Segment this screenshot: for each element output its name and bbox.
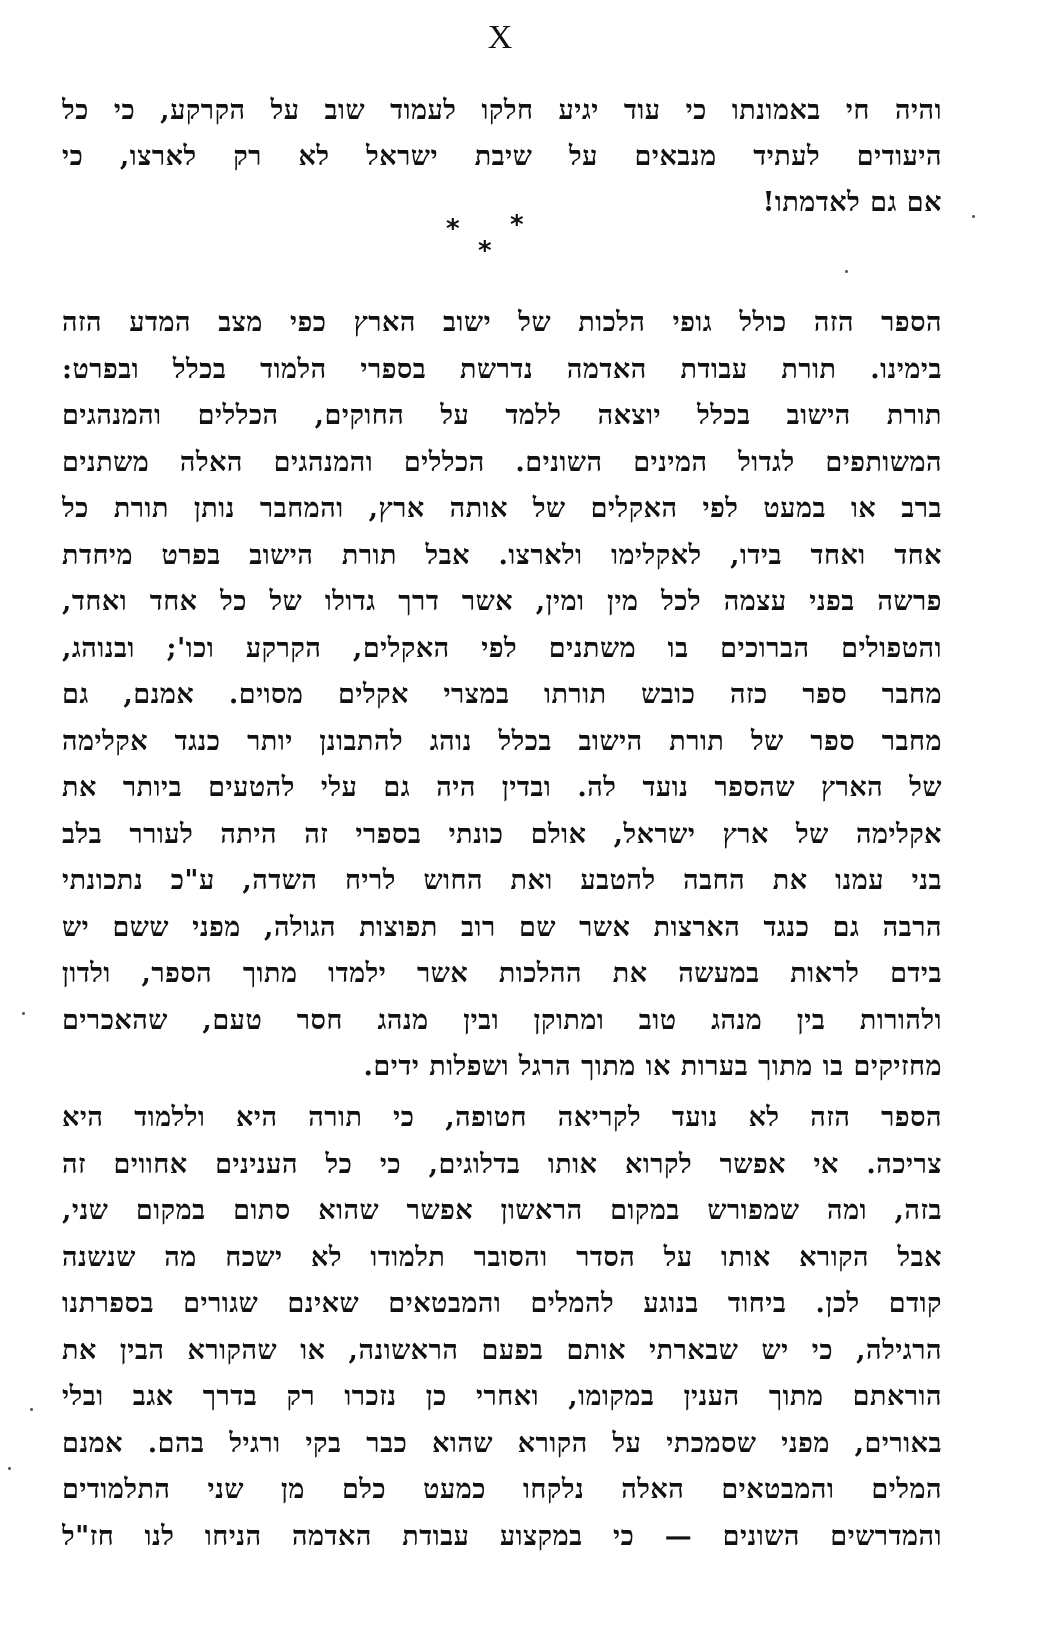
- print-speck: [22, 1012, 25, 1015]
- text-line: והמדרשים השונים — כי במקצוע עבודת האדמה הניחו לנו חז"ל: [62, 1520, 942, 1552]
- text-line: אם גם לאדמתו!: [762, 187, 942, 218]
- print-speck: [972, 215, 975, 218]
- text-line: תורת הישוב בכלל יוצאה ללמד על החוקים, הכללים והמנהגים: [62, 400, 942, 431]
- text-line: והיה חי באמונתו כי עוד יגיע חלקו לעמוד שוב על הקרקע, כי כל: [62, 95, 942, 126]
- text-line: הרגילה, כי יש שבארתי אותם בפעם הראשונה, או שהקורא הבין את: [62, 1334, 942, 1366]
- text-line: של הארץ שהספר נועד לה. ובדין היה גם עלי להטעים ביותר את: [62, 772, 942, 803]
- text-line: אקלימה של ארץ ישראל, אולם כונתי בספרי זה היתה לעורר בלב: [62, 818, 942, 850]
- text-line: הספר הזה לא נועד לקריאה חטופה, כי תורה היא וללמוד היא: [62, 1102, 942, 1133]
- text-line: המלים והמבטאים האלה נלקחו כמעט כלם מן שני התלמודים: [62, 1474, 942, 1505]
- text-line: והטפולים הברוכים בו משתנים לפי האקלים, הקרקע וכו'; ובנוהג,: [62, 632, 942, 664]
- print-speck: [30, 1408, 33, 1411]
- print-speck: [8, 1467, 11, 1470]
- text-line: היעודים לעתיד מנבאים על שיבת ישראל לא רק לארצו, כי: [62, 141, 942, 172]
- paragraph-2: [62, 300, 942, 1091]
- paragraph-1: [62, 88, 942, 226]
- text-line: ברב או במעט לפי האקלים של אותה ארץ, והמחבר נותן תורת כל: [62, 493, 942, 524]
- paragraph-3: [62, 1095, 942, 1560]
- text-line: הספר הזה כולל גופי הלכות של ישוב הארץ כפי מצב המדע הזה: [62, 307, 942, 338]
- text-line: מחזיקים בו מתוך בערות או מתוך הרגל ושפלות ידים.: [363, 1051, 942, 1082]
- text-line: צריכה. אי אפשר לקרוא אותו בדלוגים, כי כל הענינים אחווים זה: [62, 1148, 942, 1180]
- text-line: פרשה בפני עצמה לכל מין ומין, אשר דרך גדולו של כל אחד ואחד,: [62, 586, 942, 617]
- text-line: באורים, מפני שסמכתי על הקורא שהוא כבר בקי ורגיל בהם. אמנם: [62, 1427, 942, 1459]
- page-number: X: [487, 19, 513, 56]
- text-line: אבל הקורא אותו על הסדר והסובר תלמודו לא ישכח מה שנשנה: [62, 1241, 942, 1273]
- text-line: הרבה גם כנגד הארצות אשר שם רוב תפוצות הגולה, מפני ששם יש: [62, 911, 942, 943]
- text-line: מחבר ספר כזה כובש תורתו במצרי אקלים מסוים. אמנם, גם: [62, 679, 942, 710]
- asterisk-glyph: *: [446, 214, 460, 244]
- text-line: ולהורות בין מנהג טוב ומתוקן ובין מנהג חסר טעם, שהאכרים: [62, 1004, 942, 1036]
- text-line: בידם לראות במעשה את ההלכות אשר ילמדו מתוך הספר, ולדון: [62, 958, 942, 989]
- asterisk-glyph: *: [478, 236, 492, 266]
- text-line: בני עמנו את החבה להטבע ואת החוש לריח השדה, ע"כ נתכונתי: [62, 865, 942, 896]
- text-line: המשותפים לגדול המינים השונים. הכללים והמנהגים האלה משתנים: [62, 446, 942, 478]
- text-line: בזה, ומה שמפורש במקום הראשון אפשר שהוא סתום במקום שני,: [62, 1195, 942, 1226]
- text-line: מחבר ספר של תורת הישוב בכלל נוהג להתבונן יותר כנגד אקלימה: [62, 725, 942, 757]
- asterisk-glyph: *: [510, 210, 524, 240]
- section-separator-asterisms: [440, 210, 540, 270]
- text-line: בימינו. תורת עבודת האדמה נדרשת בספרי הלמוד בכלל ובפרט:: [62, 353, 942, 385]
- text-line: קודם לכן. ביחוד בנוגע להמלים והמבטאים שאינם שגורים בספרתנו: [62, 1288, 942, 1319]
- print-speck: [845, 270, 848, 273]
- text-line: הוראתם מתוך הענין במקומו, ואחרי כן נזכרו רק בדרך אגב ובלי: [62, 1381, 942, 1412]
- text-line: אחד ואחד בידו, לאקלימו ולארצו. אבל תורת הישוב בפרט מיחדת: [62, 539, 942, 571]
